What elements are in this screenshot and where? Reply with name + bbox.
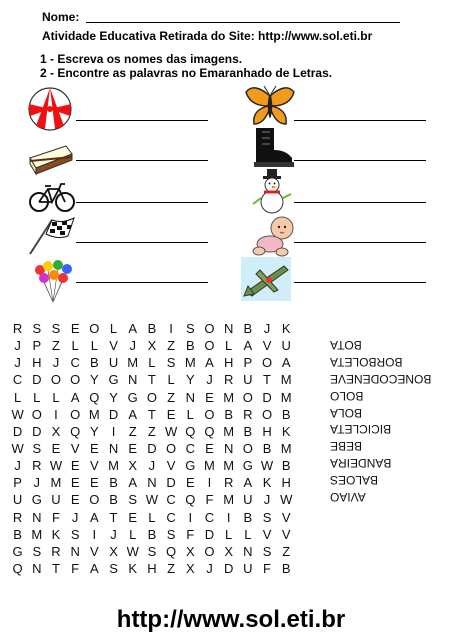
grid-letter[interactable]: E (205, 389, 214, 405)
grid-letter[interactable]: J (14, 355, 21, 371)
grid-letter[interactable]: I (169, 321, 173, 336)
grid-letter[interactable]: I (92, 526, 97, 542)
word-list-item: BALOES (330, 473, 379, 488)
grid-letter[interactable]: O (89, 321, 100, 336)
grid-letter[interactable]: F (71, 560, 80, 576)
grid-letter[interactable]: B (147, 526, 157, 542)
grid-letter[interactable]: N (32, 509, 42, 525)
grid-letter[interactable]: W (11, 440, 24, 456)
grid-letter[interactable]: L (13, 389, 22, 405)
grid-letter[interactable]: S (166, 355, 176, 371)
grid-letter[interactable]: N (147, 475, 157, 491)
grid-letter[interactable]: W (11, 406, 24, 422)
grid-letter[interactable]: D (166, 475, 176, 491)
word-list-item: BICICLETA (330, 422, 392, 437)
grid-letter[interactable]: U (243, 492, 253, 508)
grid-letter[interactable]: J (263, 492, 271, 508)
grid-letter[interactable]: A (243, 338, 253, 354)
grid-letter[interactable]: S (166, 526, 176, 542)
grid-letter[interactable]: B (185, 338, 195, 354)
grid-letter[interactable]: J (14, 458, 21, 474)
grid-letter[interactable]: U (243, 372, 253, 388)
grid-letter[interactable]: B (109, 475, 118, 491)
grid-letter[interactable]: H (32, 355, 42, 371)
grid-letter[interactable]: W (145, 492, 159, 508)
grid-letter[interactable]: L (33, 389, 41, 405)
source-subtitle: Atividade Educativa Retirada do Site: http://www.sol.eti.br (42, 29, 373, 43)
grid-letter[interactable]: J (14, 338, 21, 354)
grid-letter[interactable]: X (185, 543, 195, 559)
grid-letter[interactable]: G (127, 389, 138, 405)
grid-letter[interactable]: N (223, 440, 234, 456)
word-list-item: BOTA (330, 337, 362, 352)
grid-letter[interactable]: J (263, 321, 271, 336)
grid-letter[interactable]: M (223, 458, 235, 474)
grid-letter[interactable]: O (204, 321, 215, 336)
answer-line[interactable] (76, 202, 208, 203)
grid-letter[interactable]: V (90, 543, 99, 559)
grid-letter[interactable]: Q (185, 423, 196, 439)
grid-letter[interactable]: V (109, 338, 118, 354)
grid-letter[interactable]: Y (185, 372, 195, 388)
grid-letter[interactable]: L (244, 526, 252, 542)
grid-letter[interactable]: B (13, 526, 22, 542)
instruction-2: 2 - Encontre as palavras no Emaranhado de Letras. (40, 66, 333, 80)
grid-letter[interactable]: L (90, 338, 98, 354)
grid-letter[interactable]: P (243, 355, 253, 371)
grid-letter[interactable]: L (109, 321, 118, 336)
grid-letter[interactable]: B (147, 321, 157, 336)
answer-line[interactable] (76, 160, 208, 161)
grid-letter[interactable]: E (185, 475, 195, 491)
grid-letter[interactable]: U (281, 338, 291, 354)
grid-letter[interactable]: N (70, 543, 80, 559)
grid-letter[interactable]: X (51, 423, 61, 439)
grid-letter[interactable]: W (280, 492, 293, 508)
grid-letter[interactable]: G (108, 372, 119, 388)
grid-letter[interactable]: O (50, 372, 62, 388)
grid-letter[interactable]: T (147, 372, 156, 388)
grid-letter[interactable]: M (184, 355, 196, 371)
grid-letter[interactable]: J (129, 338, 136, 354)
grid-letter[interactable]: W (260, 458, 274, 474)
balloons-icon (30, 258, 76, 304)
grid-letter[interactable]: O (242, 440, 253, 456)
answer-line[interactable] (294, 242, 426, 243)
grid-letter[interactable]: Y (109, 389, 118, 405)
grid-letter[interactable]: K (128, 560, 138, 576)
grid-letter[interactable]: H (223, 355, 234, 371)
grid-letter[interactable]: X (185, 560, 195, 576)
grid-letter[interactable]: H (281, 475, 291, 491)
grid-letter[interactable]: R (223, 475, 234, 491)
grid-letter[interactable]: B (281, 458, 291, 474)
grid-letter[interactable]: C (12, 372, 23, 388)
grid-letter[interactable]: E (70, 492, 80, 508)
grid-letter[interactable]: S (128, 492, 138, 508)
grid-letter[interactable]: C (185, 440, 195, 456)
word-list-item: BEBE (330, 439, 363, 454)
bicycle-icon (28, 178, 76, 214)
grid-letter[interactable]: S (185, 321, 195, 336)
answer-line[interactable] (76, 282, 208, 283)
grid-letter[interactable]: L (225, 338, 233, 354)
grid-letter[interactable]: V (281, 526, 291, 542)
grid-letter[interactable]: N (108, 440, 119, 456)
grid-letter[interactable]: Z (147, 423, 156, 439)
word-list-item: BORBOLETA (330, 354, 403, 369)
grid-letter[interactable]: I (188, 509, 193, 525)
grid-letter[interactable]: D (32, 372, 42, 388)
grid-letter[interactable]: B (109, 492, 118, 508)
grid-letter[interactable]: B (243, 321, 253, 336)
grid-letter[interactable]: G (185, 458, 196, 474)
grid-letter[interactable]: W (49, 458, 63, 474)
grid-letter[interactable]: J (206, 560, 213, 576)
grid-letter[interactable]: E (70, 458, 80, 474)
grid-letter[interactable]: A (128, 406, 138, 422)
grid-letter[interactable]: D (147, 440, 157, 456)
grid-letter[interactable]: Z (51, 338, 60, 354)
word-list (330, 330, 450, 505)
grid-letter[interactable]: W (126, 543, 139, 559)
grid-letter[interactable]: A (70, 389, 80, 405)
grid-letter[interactable]: P (32, 338, 42, 354)
word-list-item: BONECODENEVE (330, 371, 432, 386)
grid-letter[interactable]: J (148, 458, 156, 474)
answer-line[interactable] (294, 120, 426, 121)
grid-letter[interactable]: O (261, 406, 273, 422)
grid-letter[interactable]: K (262, 475, 272, 491)
grid-letter[interactable]: Q (12, 560, 23, 576)
grid-letter[interactable]: M (88, 406, 100, 422)
grid-letter[interactable]: Z (167, 389, 176, 405)
grid-letter[interactable]: H (147, 560, 157, 576)
answer-line[interactable] (294, 282, 426, 283)
grid-letter[interactable]: B (281, 560, 291, 576)
grid-letter[interactable]: O (70, 372, 81, 388)
grid-letter[interactable]: J (33, 475, 41, 491)
grid-letter[interactable]: M (223, 389, 235, 405)
grid-letter[interactable]: F (186, 526, 195, 542)
grid-letter[interactable]: Z (167, 338, 176, 354)
grid-letter[interactable]: I (226, 509, 231, 525)
grid-letter[interactable]: V (262, 526, 272, 542)
grid-letter[interactable]: E (70, 475, 80, 491)
grid-letter[interactable]: D (223, 560, 234, 576)
grid-letter[interactable]: L (186, 406, 194, 422)
grid-letter[interactable]: S (262, 543, 272, 559)
grid-letter[interactable]: M (50, 475, 62, 491)
grid-letter[interactable]: H (262, 423, 272, 439)
grid-letter[interactable]: V (90, 458, 99, 474)
grid-letter[interactable]: C (166, 492, 176, 508)
grid-letter[interactable]: Y (90, 423, 99, 439)
word-list-item: AVIAO (330, 490, 366, 504)
grid-letter[interactable]: A (90, 560, 99, 576)
grid-letter[interactable]: V (281, 509, 291, 525)
grid-letter[interactable]: M (223, 492, 235, 508)
word-search-grid (8, 320, 296, 577)
name-label: Nome: (42, 10, 80, 24)
grid-letter[interactable]: J (52, 355, 60, 371)
grid-letter[interactable]: R (12, 509, 23, 525)
grid-letter[interactable]: A (205, 355, 214, 371)
grid-letter[interactable]: V (70, 440, 80, 456)
grid-letter[interactable]: V (166, 458, 176, 474)
grid-letter[interactable]: E (128, 509, 138, 525)
grid-letter[interactable]: S (32, 440, 42, 456)
grid-letter[interactable]: X (128, 458, 138, 474)
grid-letter[interactable]: L (148, 355, 156, 371)
grid-letter[interactable]: J (71, 509, 79, 525)
grid-letter[interactable]: N (32, 560, 42, 576)
grid-letter[interactable]: M (280, 372, 292, 388)
grid-letter[interactable]: D (108, 406, 119, 422)
snowman-icon (250, 168, 294, 214)
grid-letter[interactable]: E (90, 475, 99, 491)
grid-letter[interactable]: G (242, 458, 253, 474)
grid-letter[interactable]: B (262, 440, 272, 456)
grid-letter[interactable]: L (148, 509, 156, 525)
grid-letter[interactable]: N (185, 389, 195, 405)
grid-letter[interactable]: K (51, 526, 61, 542)
answer-line[interactable] (294, 202, 426, 203)
grid-letter[interactable]: O (166, 440, 177, 456)
grid-letter[interactable]: D (204, 526, 215, 542)
grid-letter[interactable]: O (242, 389, 253, 405)
grid-letter[interactable]: C (70, 355, 80, 371)
butterfly-icon (244, 84, 296, 128)
grid-letter[interactable]: U (12, 492, 23, 508)
flag-icon (28, 214, 78, 256)
grid-letter[interactable]: A (281, 355, 291, 371)
grid-letter[interactable]: M (204, 458, 215, 474)
grid-letter[interactable]: C (204, 509, 215, 525)
grid-letter[interactable]: K (281, 423, 291, 439)
grid-letter[interactable]: R (51, 543, 61, 559)
grid-letter[interactable]: M (127, 355, 139, 371)
grid-letter[interactable]: O (146, 389, 157, 405)
grid-letter[interactable]: M (280, 389, 292, 405)
grid-letter[interactable]: T (109, 509, 118, 525)
grid-letter[interactable]: S (32, 543, 42, 559)
grid-letter[interactable]: S (109, 560, 118, 576)
grid-letter[interactable]: D (32, 423, 42, 439)
grid-letter[interactable]: M (223, 423, 235, 439)
grid-letter[interactable]: A (243, 475, 253, 491)
grid-letter[interactable]: Z (167, 560, 176, 576)
grid-letter[interactable]: S (32, 321, 42, 336)
instruction-1: 1 - Escreva os nomes das imagens. (40, 52, 243, 66)
grid-letter[interactable]: Q (204, 423, 215, 439)
grid-letter[interactable]: B (243, 423, 253, 439)
grid-letter[interactable]: E (205, 440, 214, 456)
grid-letter[interactable]: P (13, 475, 22, 491)
word-list-item: BOLO (330, 388, 364, 403)
grid-letter[interactable]: M (280, 440, 292, 456)
name-field-line[interactable] (86, 22, 400, 23)
grid-letter[interactable]: J (206, 372, 213, 388)
grid-letter[interactable]: D (12, 423, 23, 439)
grid-letter[interactable]: X (224, 543, 233, 559)
grid-letter[interactable]: M (31, 526, 43, 542)
grid-letter[interactable]: Z (128, 423, 137, 439)
grid-letter[interactable]: O (31, 406, 42, 422)
grid-letter[interactable]: S (51, 321, 61, 336)
grid-letter[interactable]: R (223, 372, 234, 388)
grid-letter[interactable]: B (224, 406, 233, 422)
grid-letter[interactable]: N (128, 372, 138, 388)
grid-letter[interactable]: E (51, 440, 61, 456)
grid-letter[interactable]: U (51, 492, 61, 508)
grid-letter[interactable]: I (111, 423, 116, 439)
grid-letter[interactable]: E (90, 440, 99, 456)
grid-letter[interactable]: M (108, 458, 119, 474)
grid-letter[interactable]: W (164, 423, 178, 439)
grid-letter[interactable]: C (166, 509, 176, 525)
answer-line[interactable] (76, 242, 208, 243)
grid-letter[interactable]: A (128, 321, 138, 336)
grid-letter[interactable]: B (90, 355, 99, 371)
answer-line[interactable] (294, 160, 426, 161)
grid-letter[interactable]: N (243, 543, 253, 559)
answer-line[interactable] (76, 120, 208, 121)
grid-letter[interactable]: E (128, 440, 138, 456)
grid-letter[interactable]: A (90, 509, 99, 525)
grid-letter[interactable]: F (205, 492, 214, 508)
grid-letter[interactable]: Q (185, 492, 196, 508)
grid-letter[interactable]: Y (90, 372, 99, 388)
grid-letter[interactable]: F (263, 560, 271, 576)
grid-letter[interactable]: J (110, 526, 117, 542)
grid-letter[interactable]: L (52, 389, 60, 405)
grid-letter[interactable]: X (147, 338, 157, 354)
grid-letter[interactable]: X (109, 543, 118, 559)
word-list-item: BANDEIRA (330, 456, 392, 471)
grid-letter[interactable]: T (51, 560, 60, 576)
grid-letter[interactable]: O (204, 543, 215, 559)
grid-letter[interactable]: Q (166, 543, 177, 559)
grid-letter[interactable]: L (167, 372, 175, 388)
grid-letter[interactable]: O (70, 406, 81, 422)
grid-letter[interactable]: A (128, 475, 138, 491)
grid-letter[interactable]: R (32, 458, 42, 474)
airplane-icon (240, 256, 292, 302)
grid-letter[interactable]: E (70, 321, 80, 336)
grid-letter[interactable]: U (243, 560, 253, 576)
grid-letter[interactable]: U (108, 355, 119, 371)
grid-letter[interactable]: B (281, 406, 291, 422)
footer-url: http://www.sol.eti.br (116, 606, 346, 633)
grid-letter[interactable]: N (223, 321, 234, 336)
grid-letter[interactable]: O (89, 492, 100, 508)
grid-letter[interactable]: R (243, 406, 253, 422)
grid-letter[interactable]: E (166, 406, 176, 422)
word-list-item: BOLA (330, 405, 363, 420)
grid-letter[interactable]: T (263, 372, 271, 388)
grid-letter[interactable]: S (70, 526, 80, 542)
grid-letter[interactable]: R (12, 321, 23, 336)
grid-letter[interactable]: S (262, 509, 272, 525)
boot-icon (250, 126, 294, 168)
grid-letter[interactable]: Z (282, 543, 291, 559)
grid-letter[interactable]: V (262, 338, 272, 354)
grid-letter[interactable]: Q (70, 423, 81, 439)
ball-icon (24, 86, 76, 132)
grid-letter[interactable]: O (204, 406, 215, 422)
grid-letter[interactable]: I (54, 406, 58, 422)
grid-letter[interactable]: O (204, 338, 215, 354)
baby-icon (252, 214, 296, 258)
grid-letter[interactable]: F (51, 509, 60, 525)
grid-letter[interactable]: K (281, 321, 291, 336)
grid-letter[interactable]: D (262, 389, 272, 405)
grid-letter[interactable]: G (12, 543, 23, 559)
cake-icon (26, 138, 76, 178)
grid-letter[interactable]: Q (89, 389, 100, 405)
grid-letter[interactable]: T (147, 406, 156, 422)
grid-letter[interactable]: G (31, 492, 42, 508)
grid-letter[interactable]: L (71, 338, 79, 354)
grid-letter[interactable]: B (243, 509, 253, 525)
grid-letter[interactable]: I (207, 475, 212, 491)
grid-letter[interactable]: O (261, 355, 273, 371)
grid-letter[interactable]: S (147, 543, 157, 559)
grid-letter[interactable]: L (129, 526, 137, 542)
grid-letter[interactable]: L (225, 526, 233, 542)
